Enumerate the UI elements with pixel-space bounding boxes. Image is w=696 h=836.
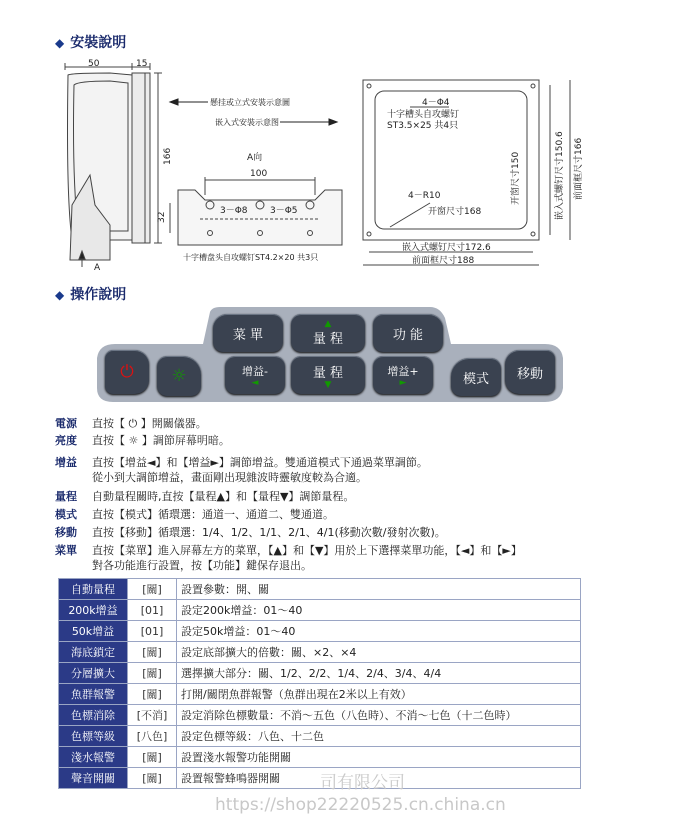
menu-button[interactable] [213,314,283,352]
table-row: 魚群報警 [關] 打開/關閉魚群報警（魚群出現在2米以上有效） [59,684,581,705]
dim-32: 32 [157,211,167,223]
mode-button[interactable] [451,358,501,396]
table-row: 海底鎖定 [關] 設定底部擴大的倍數：關、×2、×4 [59,642,581,663]
function-label: 功 能 [392,327,424,343]
table-row: 色標等級 [八色] 設定色標等級：八色、十二色 [59,726,581,747]
instruction-row: 電源 直按【 ⏻ 】開關儀器。 [55,417,207,430]
embed-frame-drawing [363,80,570,265]
triangle-left-icon: ◄ [251,377,259,388]
instruction-row: 從小到大調節增益，畫面剛出現雜波時靈敏度較為合適。 [92,471,367,484]
dim-15: 15 [136,59,148,69]
instruction-row: 模式 直按【模式】循環選：通道一、通道二、雙通道。 [55,508,334,521]
instruction-row: 增益 直按【增益◄】和【增益►】調節增益。雙通道模式下通過菜單調節。 [55,456,428,469]
instruction-row: 對各功能進行設置，按【功能】鍵保存退出。 [92,559,312,572]
triangle-up-icon: ▲ [324,318,332,329]
brightness-icon: ☼ [171,366,187,386]
frame-front-166: 前面框尺寸166 [574,137,584,200]
shift-button[interactable] [505,350,555,394]
instruction-row: 菜單 直按【菜單】進入屏幕左方的菜單，【▲】和【▼】用於上下選擇菜單功能，【◄】和【►】 [55,544,522,557]
dim-166: 166 [163,147,173,165]
diamond-bullet-icon: ◆ [55,288,65,302]
table-row: 自動量程 [關] 設置參數：開、關 [59,579,581,600]
side-view-drawing [65,63,162,267]
bracket-drawing [170,177,342,245]
watermark-company: 司有限公司 [320,773,405,793]
watermark-url: https://shop22220525.cn.china.cn [215,795,506,815]
power-button[interactable] [105,350,149,394]
hole-5-label: 3－Φ5 [270,206,298,216]
a-direction-label: A向 [247,153,263,163]
function-button[interactable] [373,314,443,352]
install-section-title: ◆ 安裝說明 [55,35,127,51]
bracket-screw-label: 十字槽盘头自攻螺钉ST4.2×20 共3只 [183,253,319,262]
frame-open-150: 开窗尺寸150 [511,151,521,205]
frame-screw-spec: ST3.5×25 共4只 [387,121,459,131]
table-row: 200k增益 [01] 設定200k增益：01～40 [59,600,581,621]
menu-label: 菜 單 [232,327,264,343]
gain-minus-button[interactable] [225,356,285,394]
menu-settings-table [58,578,581,789]
frame-embed-172: 嵌入式螺钉尺寸172.6 [402,243,491,253]
hole-8-label: 3－Φ8 [220,206,248,216]
installation-diagram [50,55,610,280]
range-up-button[interactable] [291,314,365,352]
arrow-a-label: A [94,263,101,273]
table-row: 色標消除 [不消] 設定消除色標數量：不消～五色（八色時）、不消～七色（十二色時） [59,705,581,726]
triangle-right-icon: ► [399,377,407,388]
frame-embed-150: 嵌入式螺钉尺寸150.6 [555,131,565,220]
instruction-row: 量程 自動量程關時,直按【量程▲】和【量程▼】調節量程。 [55,490,355,503]
instruction-row: 移動 直按【移動】循環選：1/4、1/2、1/1、2/1、4/1(移動次數/發射次數)。 [55,526,446,539]
range-up-label: 量 程 [312,331,344,347]
hang-install-label: 懸挂或立式安裝示意圖 [210,98,290,107]
keypad-panel [95,306,565,406]
diamond-bullet-icon: ◆ [55,36,65,50]
frame-r10-label: 4－R10 [408,191,441,201]
gain-plus-button[interactable] [373,356,433,394]
range-down-button[interactable] [291,356,365,394]
frame-screw-label: 十字槽头自攻螺钉 [387,110,460,120]
triangle-down-icon: ▼ [324,379,332,390]
range-down-label: 量 程 [312,365,344,381]
embed-install-label: 嵌入式安裝示意图 [215,118,279,127]
table-row: 聲音開關 [關] 設置報警蜂鳴器開關 [59,768,581,789]
dim-100: 100 [250,169,268,179]
brightness-button[interactable] [157,356,201,396]
frame-front-188: 前面框尺寸188 [412,256,475,266]
dim-50: 50 [88,59,100,69]
table-row: 淺水報警 [關] 設置淺水報警功能開關 [59,747,581,768]
shift-label: 移動 [516,366,543,382]
operation-section-title: ◆ 操作說明 [55,287,127,303]
power-icon: ⏻ [120,362,134,382]
gain-plus-label: 增益+ [387,364,419,378]
mode-label: 模式 [462,371,489,387]
table-row: 50k增益 [01] 設定50k增益：01～40 [59,621,581,642]
gain-minus-label: 增益- [242,364,268,378]
instruction-row: 亮度 直按【 ☼ 】調節屏幕明暗。 [55,434,230,447]
frame-4phi-label: 4－Φ4 [422,98,450,108]
frame-open-168: 开窗尺寸168 [428,207,482,217]
table-row: 分層擴大 [關] 選擇擴大部分：關、1/2、2/2、1/4、2/4、3/4、4/4 [59,663,581,684]
